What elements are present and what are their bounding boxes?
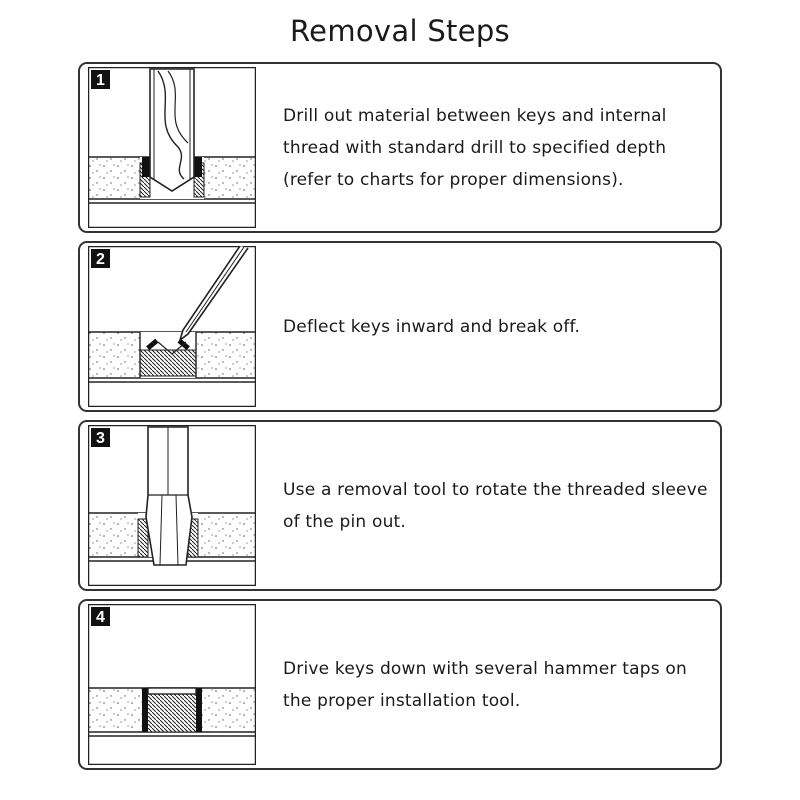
step-1-number: 1 [96,72,105,89]
step-2-drawing [88,246,256,407]
step-3-text: Use a removal tool to rotate the threaded sleeve of the pin out. [283,479,708,532]
page-title: Removal Steps [290,14,510,48]
step-1-drawing [88,67,256,228]
step-1-text-container [283,64,716,231]
step-4-illustration [88,604,256,765]
step-4-text: Drive keys down with several hammer taps on the proper installation tool. [283,658,687,711]
step-3-text-container [283,422,716,589]
step-card-4 [78,599,722,770]
step-3-illustration [88,425,256,586]
step-card-3 [78,420,722,591]
step-4-text-container [283,601,716,768]
step-card-1 [78,62,722,233]
step-2-illustration [88,246,256,407]
step-4-number: 4 [96,609,105,626]
step-1-text: Drill out material between keys and internal thread with standard drill to specified depth (refer to charts for proper dimensions). [283,105,667,190]
step-3-number: 3 [96,430,105,447]
step-1-illustration [88,67,256,228]
step-2-text: Deflect keys inward and break off. [283,316,581,337]
step-4-drawing [88,604,256,765]
step-2-text-container [283,243,716,410]
step-card-2 [78,241,722,412]
step-3-drawing [88,425,256,586]
step-2-number: 2 [96,251,105,268]
